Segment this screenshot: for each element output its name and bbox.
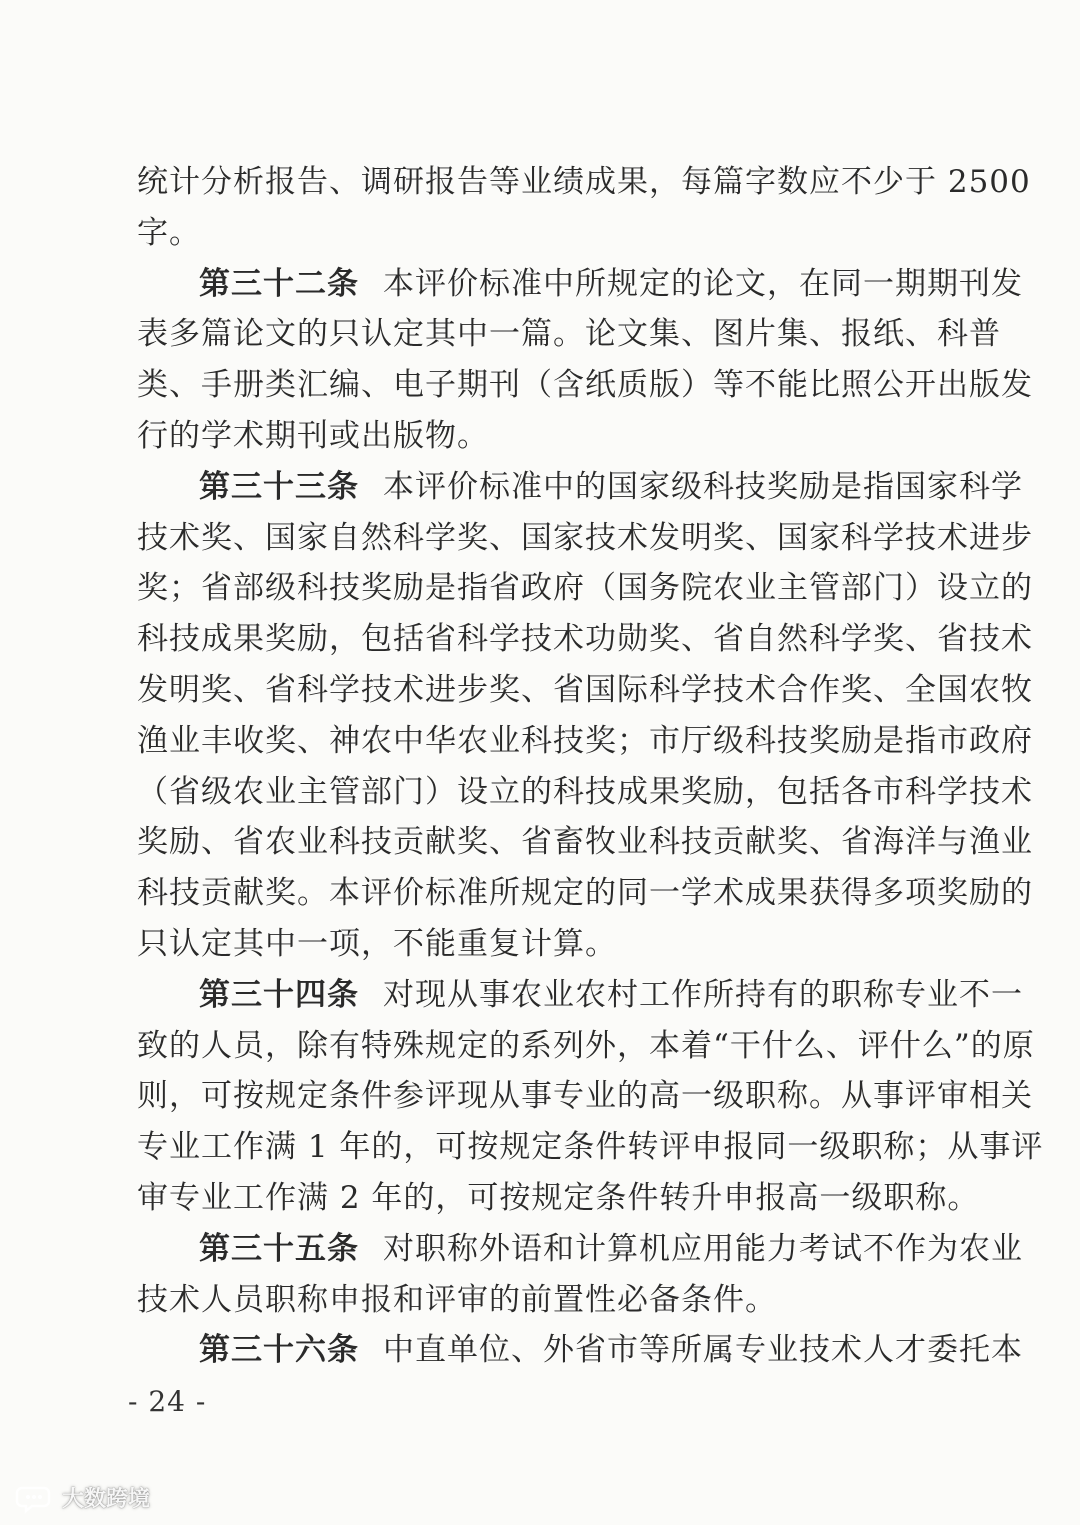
line-text: 类、手册类汇编、电子期刊（含纸质版）等不能比照公开出版发 bbox=[137, 367, 1033, 404]
text-line bbox=[137, 1173, 980, 1224]
line-text: 对现从事农业农村工作所持有的职称专业不一 bbox=[383, 976, 1023, 1013]
text-line bbox=[137, 665, 1033, 716]
line-text: 只认定其中一项，不能重复计算。 bbox=[137, 925, 617, 962]
line-text: 统计分析报告、调研报告等业绩成果，每篇字数应不少于 2500 bbox=[137, 164, 1031, 200]
text-line bbox=[137, 563, 1033, 614]
line-text: 科技贡献奖。本评价标准所规定的同一学术成果获得多项奖励的 bbox=[137, 875, 1033, 912]
line-text: 则，可按规定条件参评现从事专业的高一级职称。从事评审相关 bbox=[137, 1078, 1033, 1115]
text-line bbox=[137, 513, 1033, 564]
text-line bbox=[137, 1275, 955, 1326]
article-heading: 第三十二条 bbox=[199, 265, 359, 302]
text-line bbox=[137, 919, 955, 970]
text-line bbox=[137, 309, 1001, 360]
text-line bbox=[137, 259, 1023, 310]
watermark-text: 大数跨境 bbox=[62, 1487, 151, 1512]
line-text: 中直单位、外省市等所属专业技术人才委托本 bbox=[383, 1332, 1023, 1369]
text-line bbox=[137, 1122, 1044, 1173]
line-text: 奖励、省农业科技贡献奖、省畜牧业科技贡献奖、省海洋与渔业 bbox=[137, 824, 1033, 861]
line-text: 专业工作满 1 年的，可按规定条件转评申报同一级职称；从事评 bbox=[137, 1129, 1044, 1166]
text-line bbox=[137, 970, 1023, 1021]
text-line bbox=[137, 1224, 1023, 1275]
line-text: 表多篇论文的只认定其中一篇。论文集、图片集、报纸、科普 bbox=[137, 316, 1001, 353]
chat-bubble-icon bbox=[16, 1484, 56, 1512]
text-line bbox=[137, 716, 1033, 767]
line-text: 技术人员职称申报和评审的前置性必备条件。 bbox=[137, 1281, 777, 1318]
line-text: 本评价标准中所规定的论文，在同一期期刊发 bbox=[383, 265, 1023, 302]
line-text: （省级农业主管部门）设立的科技成果奖励，包括各市科学技术 bbox=[137, 773, 1033, 810]
text-line bbox=[137, 1325, 1023, 1376]
article-heading: 第三十四条 bbox=[199, 976, 359, 1013]
line-text: 致的人员，除有特殊规定的系列外，本着“干什么、评什么”的原 bbox=[137, 1027, 1035, 1064]
text-line bbox=[137, 157, 1031, 208]
article-body bbox=[137, 157, 1044, 1376]
text-line bbox=[137, 614, 1033, 665]
line-text: 渔业丰收奖、神农中华农业科技奖；市厅级科技奖励是指市政府 bbox=[137, 722, 1033, 759]
text-line bbox=[137, 360, 1033, 411]
page-number: - 24 - bbox=[128, 1385, 207, 1418]
text-line bbox=[137, 411, 955, 462]
line-text: 技术奖、国家自然科学奖、国家技术发明奖、国家科学技术进步 bbox=[137, 519, 1033, 556]
line-text: 审专业工作满 2 年的，可按规定条件转升申报高一级职称。 bbox=[137, 1179, 980, 1216]
line-text: 字。 bbox=[137, 214, 201, 251]
line-text: 对职称外语和计算机应用能力考试不作为农业 bbox=[383, 1230, 1023, 1267]
text-line bbox=[137, 767, 1033, 818]
text-line bbox=[137, 1071, 1033, 1122]
article-heading: 第三十五条 bbox=[199, 1230, 359, 1267]
text-line bbox=[137, 817, 1033, 868]
line-text: 发明奖、省科学技术进步奖、省国际科学技术合作奖、全国农牧 bbox=[137, 671, 1033, 708]
line-text: 奖；省部级科技奖励是指省政府（国务院农业主管部门）设立的 bbox=[137, 570, 1033, 607]
line-text: 行的学术期刊或出版物。 bbox=[137, 417, 489, 454]
text-line bbox=[137, 1021, 1035, 1072]
article-heading: 第三十六条 bbox=[199, 1332, 359, 1369]
line-text: 科技成果奖励，包括省科学技术功勋奖、省自然科学奖、省技术 bbox=[137, 621, 1033, 658]
line-text: 本评价标准中的国家级科技奖励是指国家科学 bbox=[383, 468, 1023, 505]
text-line bbox=[137, 462, 1023, 513]
article-heading: 第三十三条 bbox=[199, 468, 359, 505]
text-line bbox=[137, 208, 955, 259]
watermark bbox=[16, 1482, 150, 1513]
text-line bbox=[137, 868, 1033, 919]
